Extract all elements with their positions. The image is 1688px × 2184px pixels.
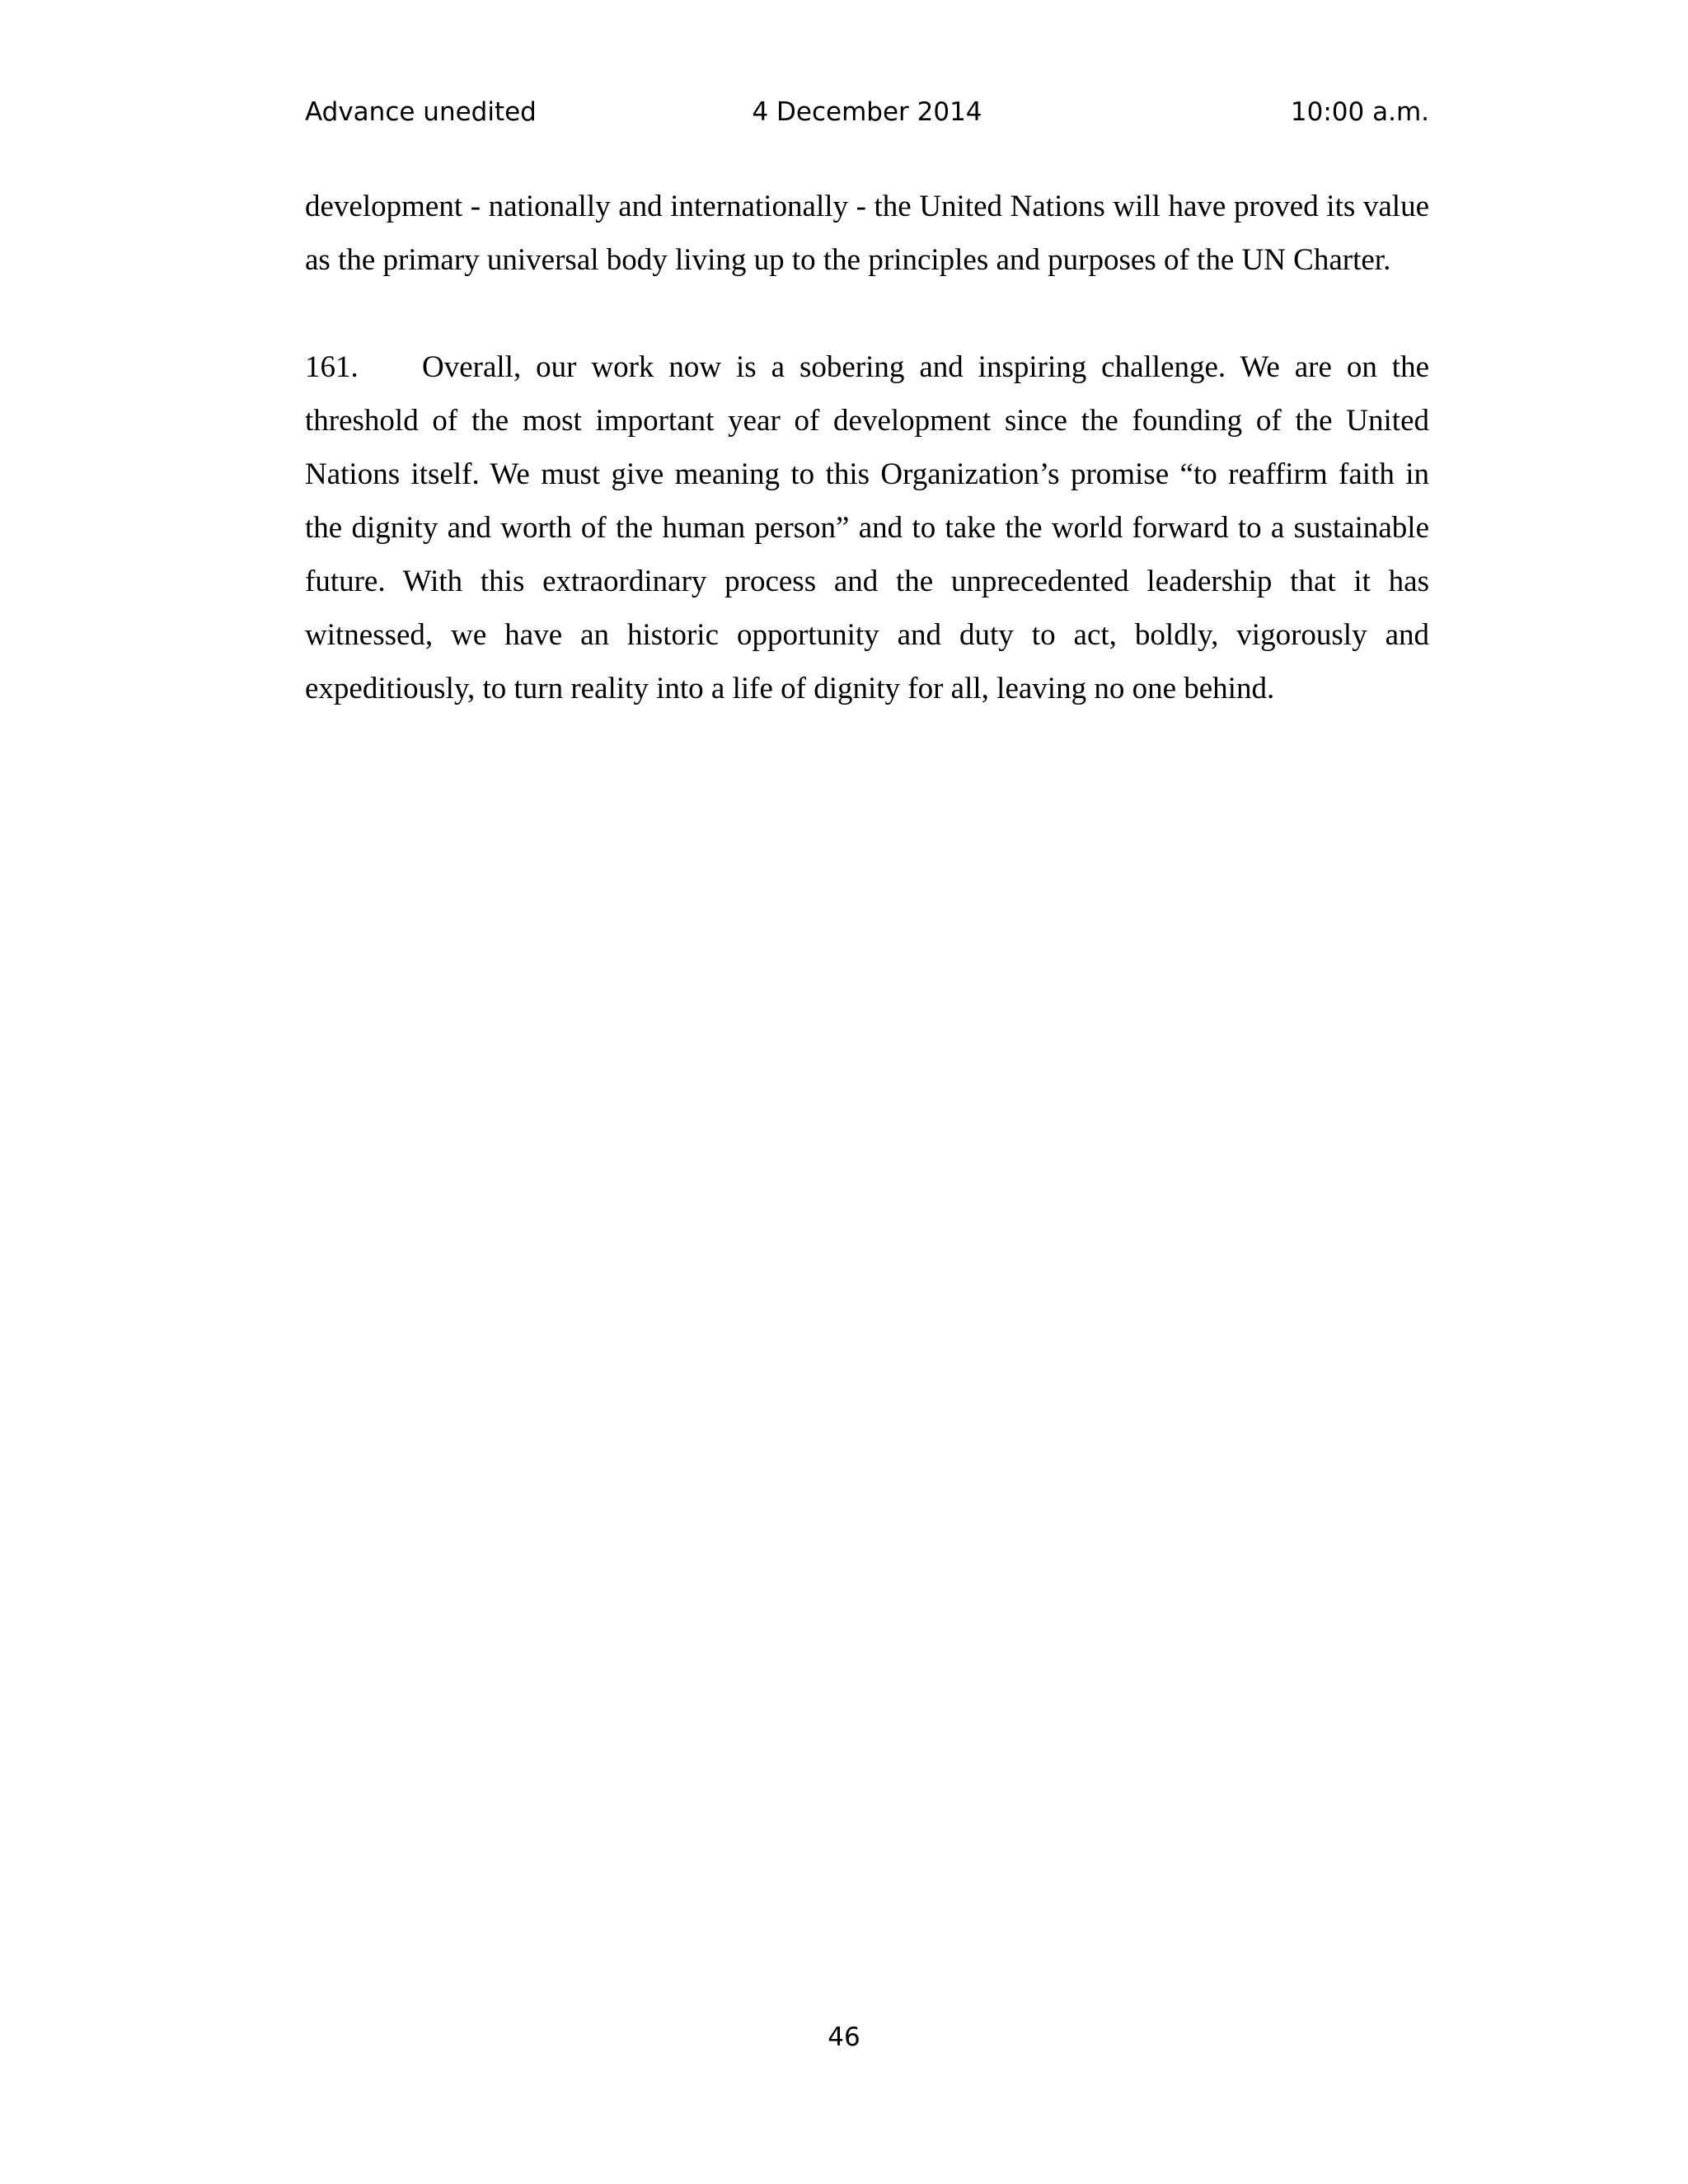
header-date: 4 December 2014 [752, 97, 982, 127]
document-body [305, 180, 1429, 715]
page-number: 46 [828, 2022, 860, 2052]
continuation-paragraph: development - nationally and internationally - the United Nations will have proved its value as the primary universal body living up to the principles and purposes of the UN Charter. [305, 190, 1429, 277]
page-header [305, 92, 1429, 132]
paragraph-text: Overall, our work now is a sobering and inspiring challenge. We are on the threshold of the most important year of development since the founding of the United Nations itself. We must give meaning to this Organization’s promise “to reaffirm faith in the dignity and worth of the human person” and to take the world forward to a sustainable future. With this extraordinary process and the unprecedented leadership that it has witnessed, we have an historic opportunity and duty to act, boldly, vigorously and expeditiously, to turn reality into a life of dignity for all, leaving no one behind. [305, 350, 1429, 705]
paragraph-number: 161. [305, 350, 359, 384]
header-status: Advance unedited [305, 97, 537, 127]
paragraph-161 [305, 340, 1429, 715]
header-time: 10:00 a.m. [1290, 97, 1429, 127]
